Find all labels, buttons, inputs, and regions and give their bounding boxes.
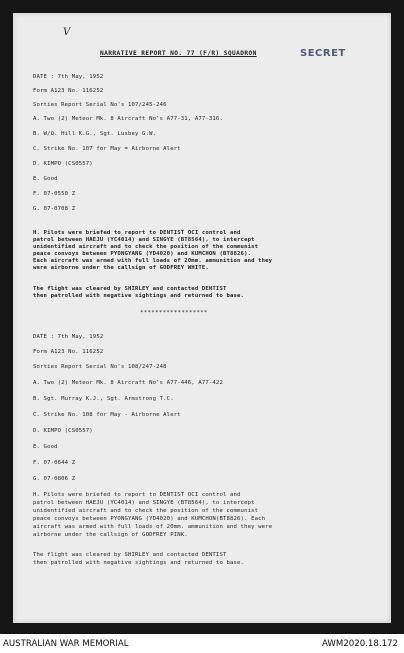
- report-2-item-b: B. Sgt. Murray K.J., Sgt. Armstrong T.C.: [33, 396, 174, 402]
- report-2-narrative-line: patrol between HAEJU (YC4014) and SINGYE (BT8564), to intercept: [33, 500, 255, 506]
- report-2-item-f: F. 07-0644 Z: [33, 460, 76, 466]
- report-2-narrative-line: H. Pilots were briefed to report to DENTIST OCI control and: [33, 492, 241, 498]
- report-2-narrative-line: airborne under the callsign of GODFREY PINK.: [33, 532, 188, 538]
- report-2-narrative-line: peace convoys between PYONGYANG (YD4020) and KUMCHON(BT8826). Each: [33, 516, 266, 522]
- report-1-narrative-line: unidentified aircraft and to check the position of the communist: [33, 244, 259, 250]
- report-2-item-d: D. KIMPO (CS0557): [33, 428, 93, 434]
- handwritten-mark: V: [63, 27, 71, 38]
- report-1-closing-line: then patrolled with negative sightings and returned to base.: [33, 293, 245, 299]
- report-1-item-b: B. W/O. Hill K.G., Sgt. Lusbey G.W.: [33, 131, 157, 137]
- report-1-narrative-line: patrol between HAEJU (YC4014) and SINGYE (BT8564), to intercept: [33, 237, 255, 243]
- report-2-item-g: G. 07-0806 Z: [33, 476, 76, 482]
- report-2-closing-line: then patrolled with negative sightings and returned to base.: [33, 560, 245, 566]
- report-2-closing-line: The flight was cleared by SHIRLEY and contacted DENTIST: [33, 552, 227, 558]
- report-title: NARRATIVE REPORT NO. 77 (F/R) SQUADRON: [100, 50, 257, 57]
- report-1-item-a: A. Two (2) Meteor Mk. 8 Aircraft No's A77-31, A77-316.: [33, 116, 223, 122]
- report-1-narrative-line: H. Pilots were briefed to report to DENTIST OCI control and: [33, 230, 241, 236]
- footer-bar: [0, 634, 404, 653]
- report-2-sorties: Sorties Report Serial No's 108/247-248: [33, 364, 167, 370]
- report-1-narrative-line: Each aircraft was armed with full loads of 20mm. ammunition and they: [33, 258, 273, 264]
- report-1-date: DATE : 7th May, 1952: [33, 74, 104, 80]
- section-separator: ******************: [140, 310, 208, 316]
- report-1-item-e: E. Good: [33, 176, 58, 182]
- report-1-form: Form A123 No. 116252: [33, 88, 104, 94]
- report-1-closing-line: The flight was cleared by SHIRLEY and contacted DENTIST: [33, 286, 227, 292]
- report-2-form: Form A123 No. 116252: [33, 349, 104, 355]
- report-2-item-e: E. Good: [33, 444, 58, 450]
- report-1-sorties: Sorties Report Serial No's 107/245-246: [33, 102, 167, 108]
- report-1-item-d: D. KIMPO (CS0557): [33, 161, 93, 167]
- secret-stamp: SECRET: [300, 48, 346, 59]
- footer-catalogue-id: AWM2020.18.172: [322, 639, 398, 649]
- report-2-item-a: A. Two (2) Meteor Mk. 8 Aircraft No's A77-446, A77-422: [33, 380, 223, 386]
- report-1-item-f: F. 07-0550 Z: [33, 191, 76, 197]
- report-1-narrative-line: peace convoys between PYONGYANG (YD4020) and KUMCHON (BT8826).: [33, 251, 252, 257]
- report-2-narrative-line: aircraft was armed with full loads of 20mm. ammunition and they were: [33, 524, 273, 530]
- report-1-item-g: G. 07-0708 Z: [33, 206, 76, 212]
- report-2-narrative-line: unidentified aircraft and to check the position of the communist: [33, 508, 259, 514]
- report-2-item-c: C. Strike No. 108 for May - Airborne Alert: [33, 412, 181, 418]
- report-1-item-c: C. Strike No. 107 for May = Airborne Alert: [33, 146, 181, 152]
- footer-institution: AUSTRALIAN WAR MEMORIAL: [3, 639, 129, 649]
- report-2-date: DATE : 7th May, 1952: [33, 334, 104, 340]
- report-1-narrative-line: were airborne under the callsign of GODFREY WHITE.: [33, 265, 209, 271]
